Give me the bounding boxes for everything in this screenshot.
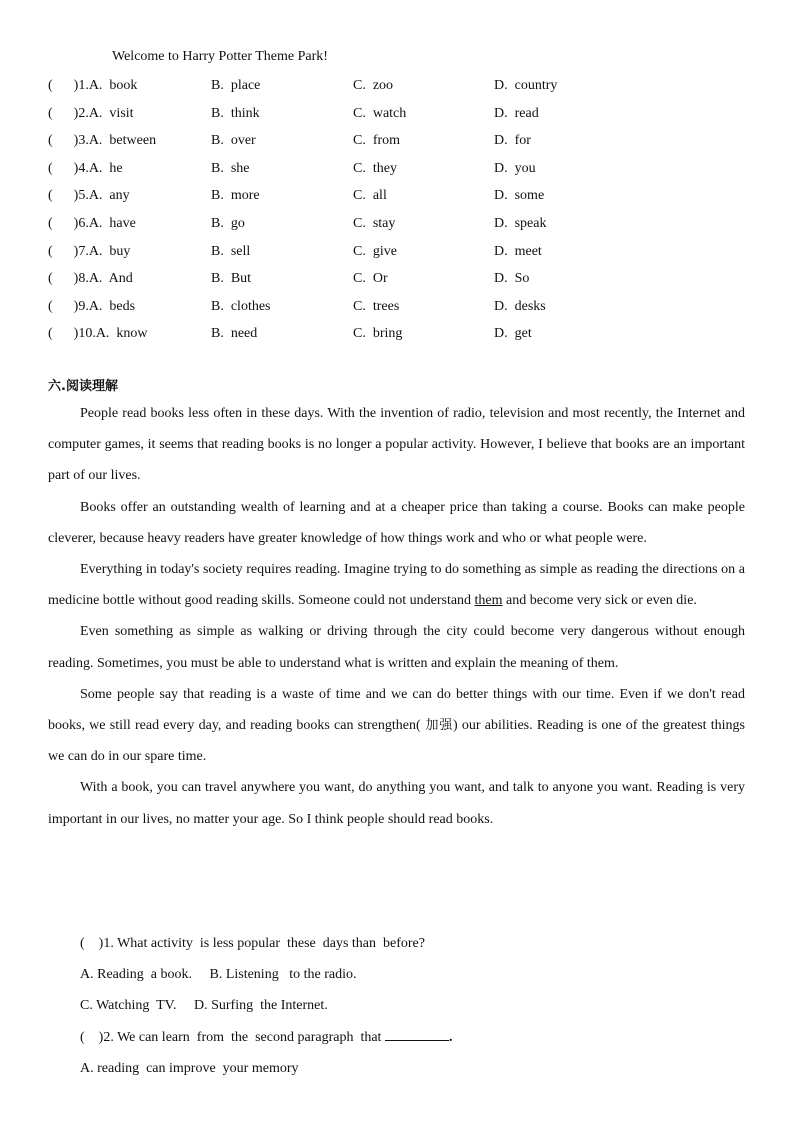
option-c: C. all (353, 188, 387, 204)
question-2-end: . (448, 1029, 453, 1045)
option-d: D. some (494, 188, 545, 204)
comprehension-questions (80, 928, 452, 1084)
option-row (48, 187, 748, 215)
section-heading: 六.阅读理解 (48, 379, 118, 394)
option-c: C. they (353, 160, 397, 176)
option-row (48, 215, 748, 243)
option-b: B. place (211, 78, 261, 93)
paragraph-3-text: Everything in today's society requires reading. Imagine trying to do something as simple as reading the directions on a medicine bottle without good reading skills. Someone could not understand (48, 562, 745, 609)
cloze-title: Welcome to Harry Potter Theme Park! (112, 49, 328, 64)
option-d: D. desks (494, 298, 546, 314)
paragraph-4: Even something as simple as walking or driving through the city could become very dangerous without enough reading. Sometimes, you must be able to understand what is written and explain the meaning of them. (48, 624, 745, 671)
question-1: ( )1. What activity is less popular these days than before? (80, 936, 425, 951)
option-d: D. you (494, 160, 536, 176)
option-b: B. think (211, 105, 260, 121)
option-c: C. bring (353, 326, 403, 342)
option-b: B. clothes (211, 298, 271, 314)
question-2-option-a: A. reading can improve your memory (80, 1060, 299, 1076)
cloze-options (48, 77, 748, 353)
option-a: ( )10.A. know (48, 326, 148, 342)
option-d: D. get (494, 326, 532, 342)
option-row (48, 325, 748, 353)
paragraph-3 (48, 554, 745, 616)
option-b: B. sell (211, 243, 251, 259)
option-a: ( )3.A. between (48, 133, 157, 149)
option-row (48, 243, 748, 271)
option-b: B. more (211, 188, 260, 204)
option-c: C. give (353, 243, 397, 259)
chinese-gloss: 加强 (420, 718, 453, 734)
option-d: D. for (494, 133, 531, 149)
option-c: C. zoo (353, 78, 394, 93)
option-c: C. Or (353, 271, 388, 287)
question-2-text: ( )2. We can learn from the second paragraph that (80, 1029, 385, 1045)
paragraph-5-text: Some people say that reading is a waste of time and we can do better things with our time. Even if we don't read books, we still read every day, and reading books can strengthen( (48, 686, 745, 734)
question-1-options-ab: A. Reading a book. B. Listening to the radio. (80, 967, 357, 983)
paragraph-5-end: ) our abilities. Reading is one of the greatest things we can do in our spare time. (48, 718, 745, 765)
option-d: D. country (494, 78, 558, 93)
option-row (48, 132, 748, 160)
option-d: D. read (494, 105, 539, 121)
option-row (48, 270, 748, 298)
paragraph-2: Books offer an outstanding wealth of learning and at a cheaper price than taking a course. Books can make people cleverer, because heavy readers have greater knowledge of how things work and who or what people were. (48, 499, 745, 546)
option-a: ( )1.A. book (48, 78, 138, 93)
option-b: B. But (211, 271, 252, 287)
paragraph-1: People read books less often in these days. With the invention of radio, television and most recently, the Internet and computer games, it seems that reading books is no longer a popular activity. However, I believe that books are an important part of our lives. (48, 406, 745, 484)
paragraph-3-end: and become very sick or even die. (502, 593, 697, 609)
option-c: C. watch (353, 105, 407, 121)
option-row (48, 77, 748, 105)
option-row (48, 298, 748, 326)
option-b: B. over (211, 133, 256, 149)
option-a: ( )9.A. beds (48, 298, 136, 314)
question-1-options-cd: C. Watching TV. D. Surfing the Internet. (80, 998, 328, 1014)
paragraph-5 (48, 679, 745, 773)
option-row (48, 160, 748, 188)
option-a: ( )7.A. buy (48, 243, 131, 259)
option-a: ( )2.A. visit (48, 105, 134, 121)
option-row (48, 105, 748, 133)
option-c: C. from (353, 133, 401, 149)
underlined-word: them (474, 593, 503, 609)
option-d: D. meet (494, 243, 542, 259)
option-a: ( )5.A. any (48, 188, 130, 204)
option-d: D. So (494, 271, 530, 287)
option-d: D. speak (494, 215, 547, 231)
question-2 (80, 1022, 452, 1053)
option-b: B. go (211, 215, 245, 231)
option-c: C. stay (353, 215, 396, 231)
paragraph-6: With a book, you can travel anywhere you want, do anything you want, and talk to anyone you want. Reading is very important in our lives, no matter your age. So I think people should read books. (48, 780, 745, 827)
option-b: B. she (211, 160, 250, 176)
answer-blank[interactable] (385, 1026, 449, 1041)
option-a: ( )6.A. have (48, 215, 136, 231)
option-a: ( )8.A. And (48, 271, 133, 287)
reading-passage (48, 398, 745, 835)
option-a: ( )4.A. he (48, 160, 123, 176)
option-c: C. trees (353, 298, 400, 314)
option-b: B. need (211, 326, 258, 342)
